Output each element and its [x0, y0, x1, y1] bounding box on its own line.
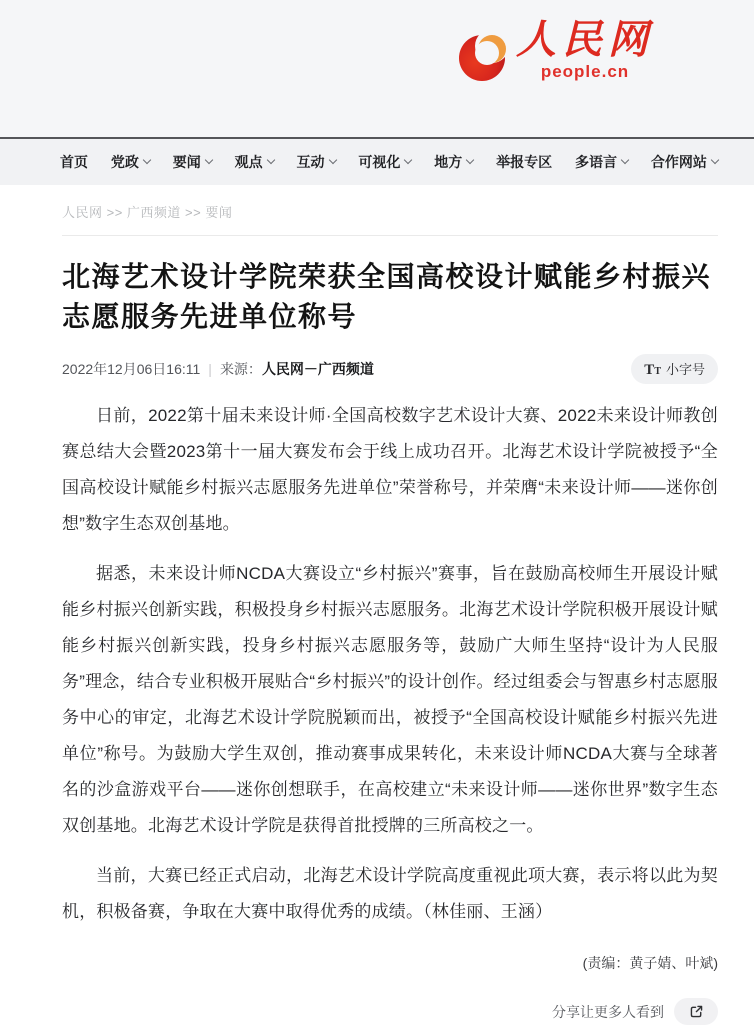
chevron-down-icon: [205, 156, 213, 164]
chevron-down-icon: [621, 156, 629, 164]
nav-item-label: 观点: [234, 154, 263, 170]
share-row: [62, 998, 718, 1025]
nav-item-label: 要闻: [172, 154, 201, 170]
content-container: [62, 202, 718, 1025]
publish-date: 2022年12月06日16:11: [62, 361, 201, 377]
chevron-down-icon: [466, 156, 474, 164]
editor-note: (责编：黄子婧、叶斌): [582, 955, 718, 971]
source-link[interactable]: 人民网－广西频道: [261, 361, 374, 377]
nav-item-label: 首页: [60, 154, 88, 170]
nav-item-partner-sites[interactable]: [651, 152, 718, 172]
nav-item-party-politics[interactable]: [111, 152, 150, 172]
site-header: [0, 0, 754, 137]
article-meta-row: [62, 354, 718, 384]
nav-item-label: 多语言: [575, 154, 617, 170]
main-navbar: [0, 139, 754, 185]
article-paragraph: 据悉，未来设计师NCDA大赛设立“乡村振兴”赛事，旨在鼓励高校师生开展设计赋能乡村振兴创新实践，积极投身乡村振兴志愿服务。北海艺术设计学院积极开展设计赋能乡村振兴创新实践，投身乡村振兴志愿服务等，鼓励广大师生坚持“设计为人民服务”理念，结合专业积极开展贴合“乡村振兴”的设计创作。经过组委会与智惠乡村志愿服务中心的审定，北海艺术设计学院脱颖而出，被授予“全国高校设计赋能乡村振兴先进单位”称号。为鼓励大学生双创，推动赛事成果转化，未来设计师NCDA大赛与全球著名的沙盒游戏平台——迷你创想联手，在高校建立“未来设计师——迷你世界”数字生态双创基地。北海艺术设计学院是获得首批授牌的三所高校之一。: [62, 564, 718, 835]
nav-item-interaction[interactable]: [297, 152, 336, 172]
article-paragraph: 日前，2022第十届未来设计师·全国高校数字艺术设计大赛、2022未来设计师教创赛总结大会暨2023第十一届大赛发布会于线上成功召开。北海艺术设计学院被授予“全国高校设计赋能乡村振兴志愿服务先进单位”荣誉称号，并荣膺“未来设计师——迷你创想”数字生态双创基地。: [62, 406, 718, 533]
people-cn-logo[interactable]: [458, 16, 654, 86]
share-button[interactable]: [674, 998, 718, 1025]
nav-item-multilingual[interactable]: [575, 152, 628, 172]
font-size-small-icon: T: [654, 366, 661, 377]
font-size-control[interactable]: [631, 354, 718, 384]
breadcrumb-divider: [62, 235, 718, 236]
chevron-down-icon: [266, 156, 274, 164]
nav-item-home[interactable]: [60, 152, 88, 172]
external-link-icon: [689, 1004, 704, 1019]
nav-item-opinions[interactable]: [235, 152, 274, 172]
article-paragraph: 当前，大赛已经正式启动，北海艺术设计学院高度重视此项大赛，表示将以此为契机，积极备赛，争取在大赛中取得优秀的成绩。（林佳丽、王涵）: [62, 866, 718, 921]
nav-item-label: 地方: [434, 154, 463, 170]
people-cn-logo-icon: [458, 26, 510, 86]
nav-list: [60, 152, 718, 172]
breadcrumb[interactable]: 人民网 >> 广西频道 >> 要闻: [62, 205, 233, 220]
meta-separator: |: [208, 361, 212, 377]
article-meta: [62, 359, 374, 379]
chevron-down-icon: [404, 156, 412, 164]
article-title: 北海艺术设计学院荣获全国高校设计赋能乡村振兴志愿服务先进单位称号: [62, 261, 712, 332]
nav-item-label: 党政: [110, 154, 139, 170]
chevron-down-icon: [328, 156, 336, 164]
font-size-label: 小字号: [665, 362, 705, 377]
nav-item-label: 举报专区: [496, 154, 553, 170]
logo-text: [516, 16, 654, 82]
logo-domain: people.cn: [540, 62, 630, 81]
nav-item-visualization[interactable]: [358, 152, 411, 172]
nav-item-local[interactable]: [434, 152, 473, 172]
nav-item-report-zone[interactable]: [496, 152, 552, 172]
font-size-large-icon: T: [644, 362, 655, 378]
nav-item-top-news[interactable]: [173, 152, 212, 172]
nav-item-label: 合作网站: [650, 154, 707, 170]
logo-chinese-name: 人民网: [516, 18, 654, 62]
share-label: 分享让更多人看到: [552, 1003, 664, 1020]
nav-item-label: 互动: [296, 154, 325, 170]
nav-item-label: 可视化: [358, 154, 401, 170]
source-label: 来源：: [219, 361, 262, 377]
chevron-down-icon: [711, 156, 719, 164]
chevron-down-icon: [143, 156, 151, 164]
article-body: [62, 398, 718, 930]
